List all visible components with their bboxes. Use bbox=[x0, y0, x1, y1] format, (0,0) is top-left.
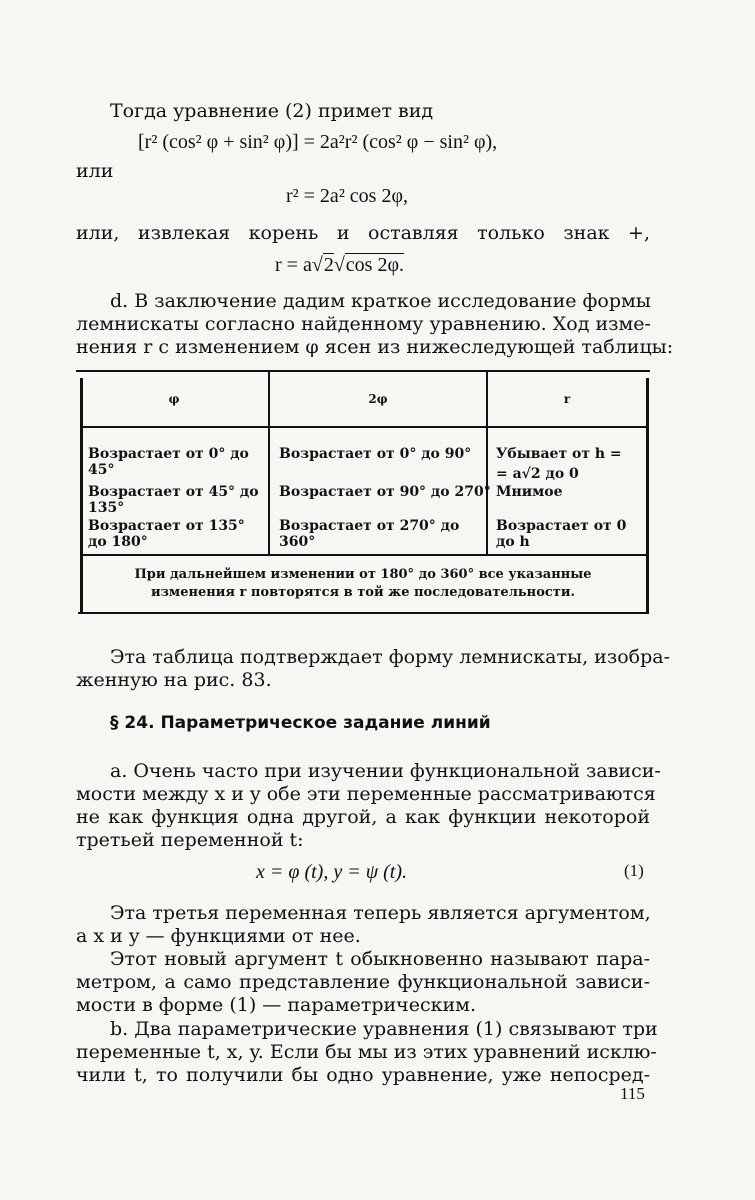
text-line: мости в форме (1) — параметрическим. bbox=[76, 994, 476, 1016]
table-cell: Возрастает от 0° до 90° bbox=[279, 446, 472, 462]
table-cell: 135° bbox=[88, 500, 125, 516]
text-line: d. В заключение дадим краткое исследование формы bbox=[110, 290, 651, 312]
table-cell: Возрастает от 90° до 270° bbox=[279, 484, 491, 500]
text-line: чили t, то получили бы одно уравнение, уже непосред- bbox=[76, 1064, 650, 1086]
table-border bbox=[78, 612, 648, 614]
table-cell: Убывает от h = bbox=[496, 446, 622, 462]
table-header-r: r bbox=[563, 392, 571, 406]
table-footer: изменения r повторятся в той же последовательности. bbox=[150, 585, 576, 600]
table-cell: до 180° bbox=[88, 534, 148, 550]
table-border bbox=[80, 378, 83, 614]
table-footer: При дальнейшем изменении от 180° до 360° все указанные bbox=[134, 567, 592, 582]
text-line: Тогда уравнение (2) примет вид bbox=[110, 100, 434, 122]
equation-number: (1) bbox=[624, 861, 644, 880]
text-line: b. Два параметрические уравнения (1) связывают три bbox=[110, 1018, 658, 1040]
text-line: метром, а само представление функциональной зависи- bbox=[76, 971, 650, 993]
table-cell: = a√2 до 0 bbox=[496, 466, 579, 482]
text-line: не как функция одна другой, а как функции некоторой bbox=[76, 806, 650, 828]
table-cell: 360° bbox=[279, 534, 316, 550]
text-line: Этот новый аргумент t обыкновенно называют пара- bbox=[110, 948, 650, 970]
table-cell: Возрастает от 45° до bbox=[88, 484, 259, 500]
table-header-2phi: 2φ bbox=[368, 392, 388, 406]
text-line: третьей переменной t: bbox=[76, 829, 304, 851]
text-line: или, извлекая корень и оставляя только знак +, bbox=[76, 222, 650, 244]
text-line: или bbox=[76, 160, 114, 182]
equation-3: r = a√2√cos 2φ. bbox=[275, 254, 404, 276]
text-line: Эта таблица подтверждает форму лемнискаты, изобра- bbox=[110, 646, 670, 668]
text-line: нения r с изменением φ ясен из нижеследующей таблицы: bbox=[76, 336, 674, 358]
table-border bbox=[646, 378, 649, 614]
text-line: женную на рис. 83. bbox=[76, 669, 272, 691]
table-border bbox=[80, 554, 646, 556]
page-number: 115 bbox=[620, 1084, 645, 1103]
table-cell: Возрастает от 270° до bbox=[279, 518, 460, 534]
text-line: мости между x и y обе эти переменные рассматриваются bbox=[76, 783, 656, 805]
text-line: а x и y — функциями от нее. bbox=[76, 925, 361, 947]
section-title: § 24. Параметрическое задание линий bbox=[110, 713, 491, 733]
table-border bbox=[76, 370, 650, 372]
table-cell: Возрастает от 0 bbox=[496, 518, 627, 534]
equation-1: [r² (cos² φ + sin² φ)] = 2a²r² (cos² φ − sin² φ), bbox=[138, 131, 498, 153]
table-cell: Возрастает от 0° до bbox=[88, 446, 249, 462]
table-border bbox=[80, 426, 646, 428]
equation-4: x = φ (t), y = ψ (t). bbox=[256, 861, 407, 883]
text-line: а. Очень часто при изучении функциональной зависи- bbox=[110, 760, 661, 782]
text-line: лемнискаты согласно найденному уравнению. Ход изме- bbox=[76, 313, 651, 335]
text-line: Эта третья переменная теперь является аргументом, bbox=[110, 902, 651, 924]
table-header-phi: φ bbox=[168, 392, 180, 406]
table-cell: Возрастает от 135° bbox=[88, 518, 245, 534]
table-cell: Мнимое bbox=[496, 484, 563, 500]
table-cell: до h bbox=[496, 534, 530, 550]
table-cell: 45° bbox=[88, 462, 115, 478]
variation-table bbox=[76, 370, 650, 616]
text-line: переменные t, x, y. Если бы мы из этих уравнений исклю- bbox=[76, 1041, 657, 1063]
equation-2: r² = 2a² cos 2φ, bbox=[286, 185, 409, 207]
